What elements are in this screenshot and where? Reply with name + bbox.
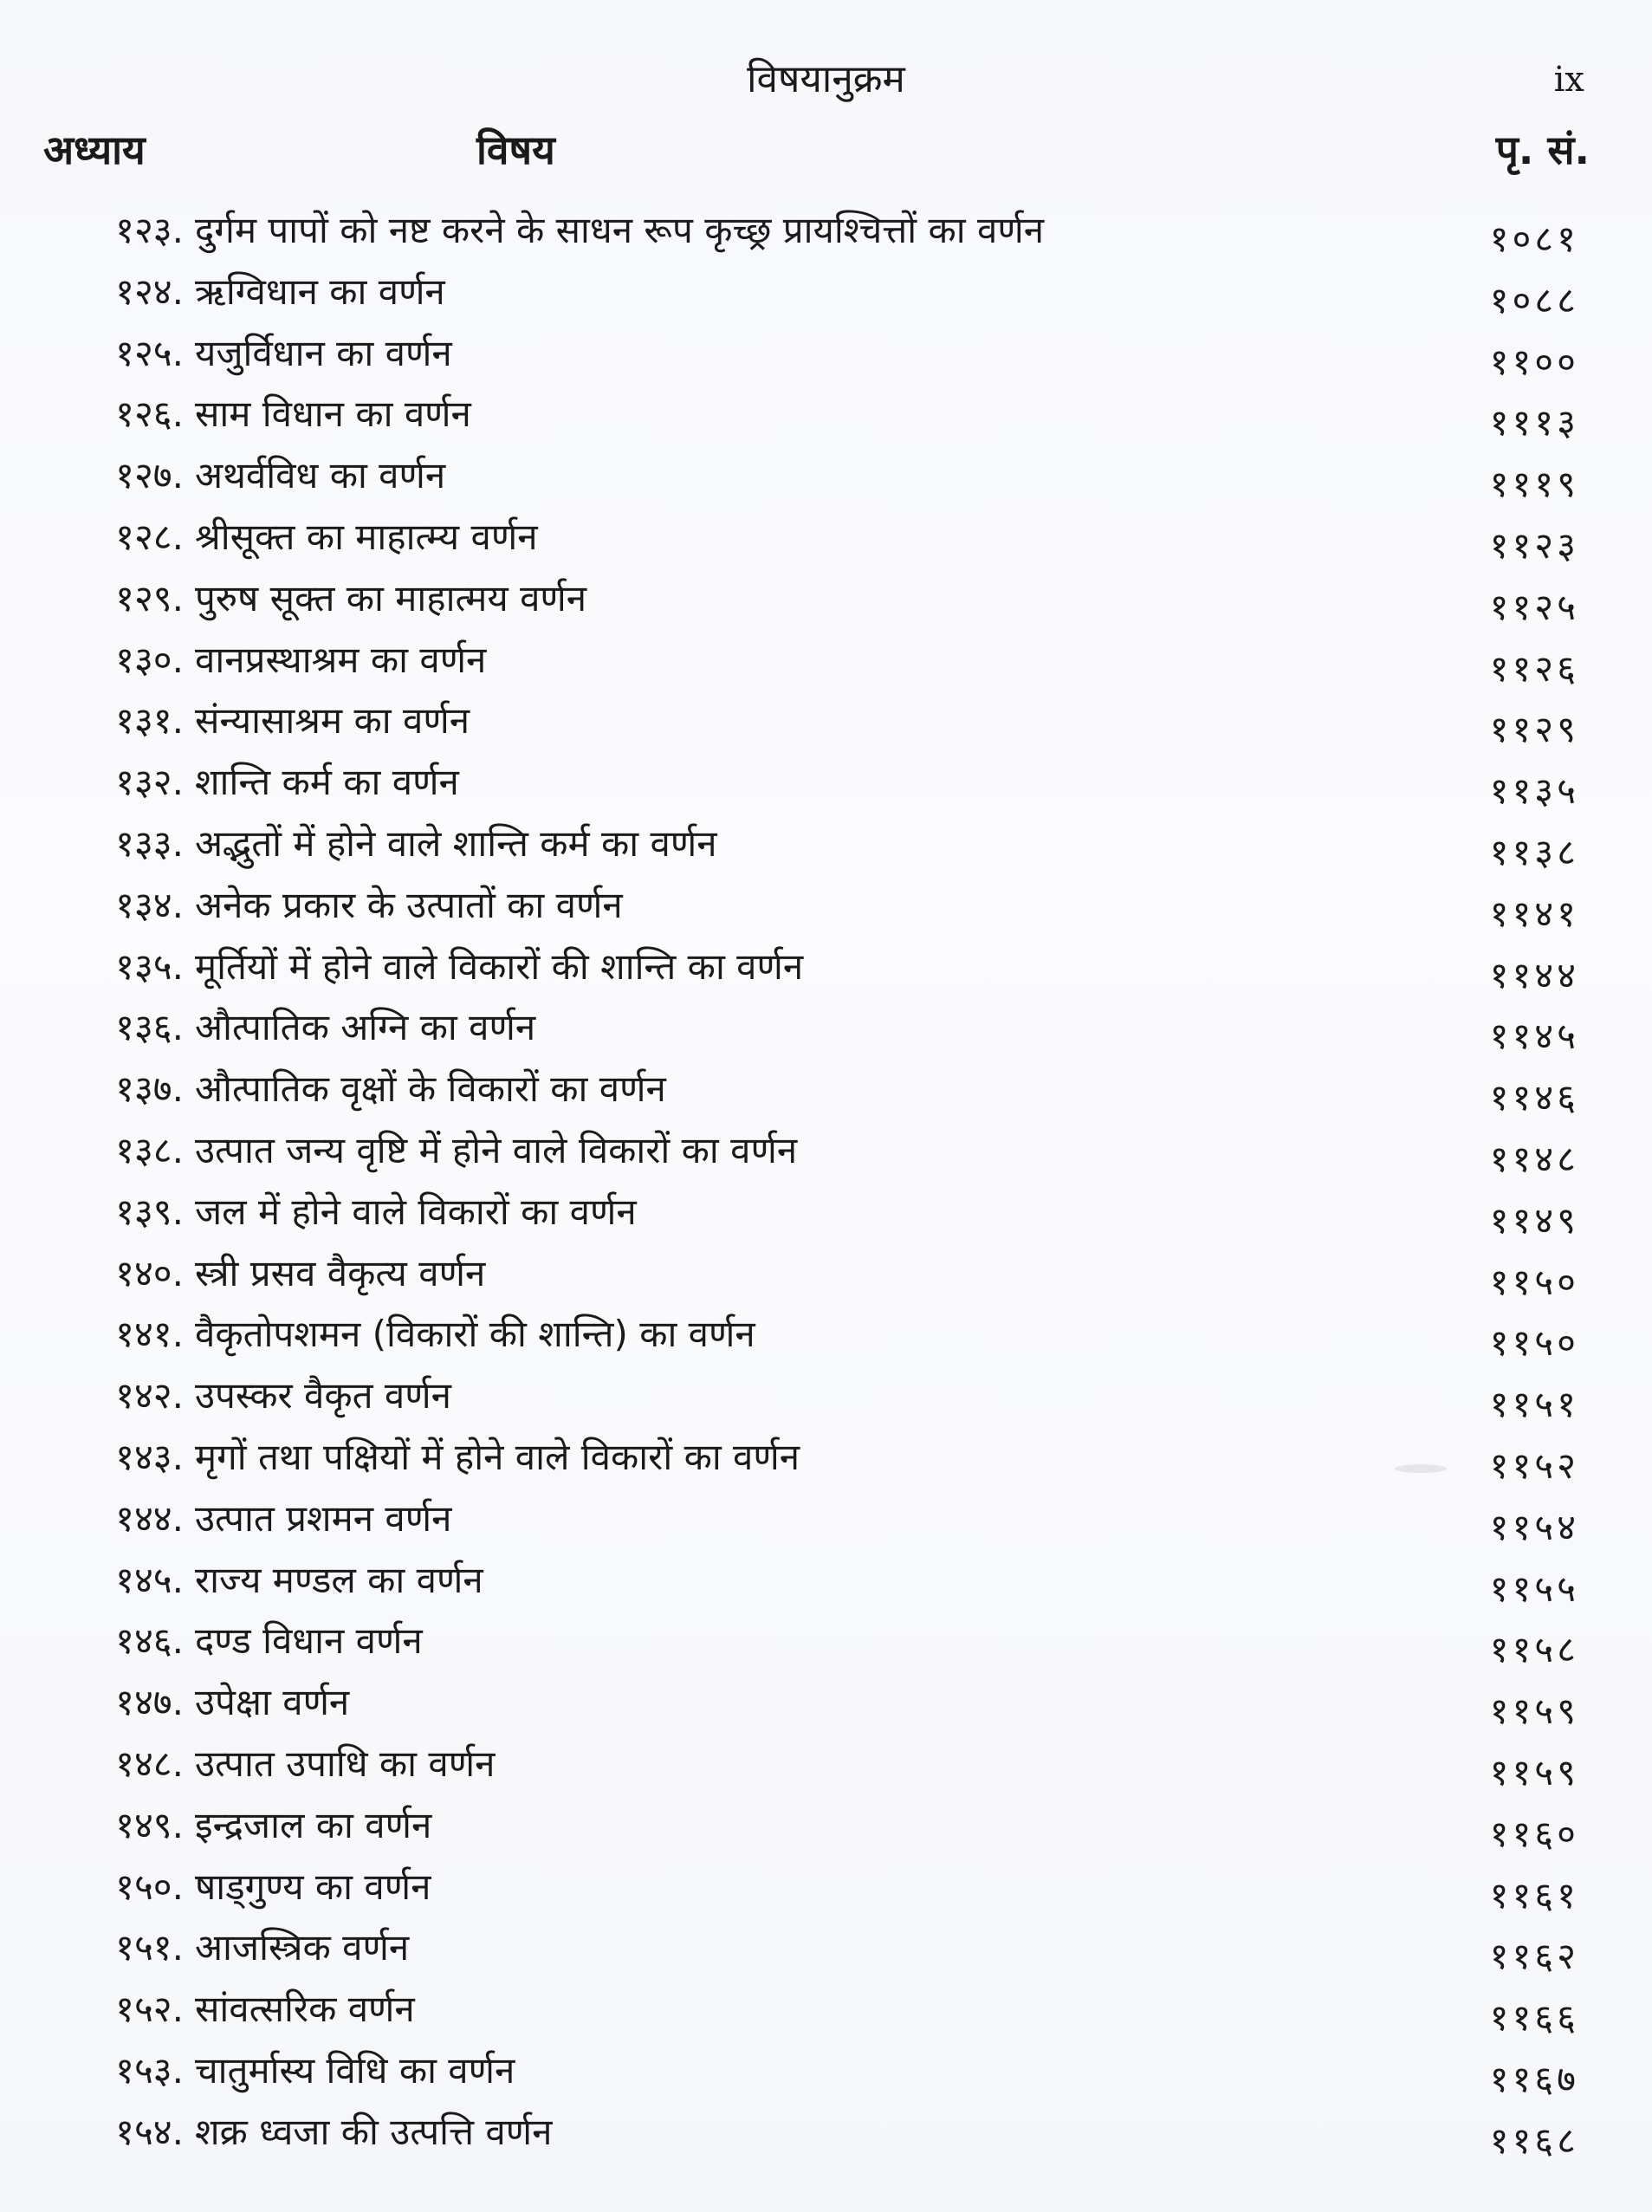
toc-entry bbox=[0, 263, 1652, 324]
chapter-title: अनेक प्रकार के उत्पातों का वर्णन bbox=[195, 883, 623, 926]
chapter-page-number: ११०० bbox=[1489, 340, 1579, 383]
chapter-number: १३७. bbox=[115, 1067, 184, 1111]
chapter-page-number: ११५५ bbox=[1489, 1567, 1579, 1610]
chapter-page-number: ११४८ bbox=[1489, 1137, 1579, 1180]
chapter-number: १३४. bbox=[115, 883, 184, 926]
chapter-number: १४०. bbox=[115, 1251, 184, 1294]
chapter-number: १३०. bbox=[115, 638, 184, 681]
chapter-title: इन्द्रजाल का वर्णन bbox=[195, 1803, 432, 1846]
chapter-number: १४६. bbox=[115, 1619, 184, 1663]
toc-entry bbox=[0, 814, 1652, 876]
toc-entry bbox=[0, 2103, 1652, 2164]
chapter-number: १४१. bbox=[115, 1313, 184, 1356]
chapter-page-number: ११५० bbox=[1489, 1260, 1579, 1303]
chapter-page-number: ११५२ bbox=[1489, 1443, 1579, 1487]
toc-entry bbox=[0, 1673, 1652, 1735]
chapter-title: साम विधान का वर्णन bbox=[195, 392, 471, 436]
toc-entry bbox=[0, 1612, 1652, 1673]
chapter-title: स्त्री प्रसव वैकृत्य वर्णन bbox=[195, 1251, 486, 1294]
toc-entry bbox=[0, 937, 1652, 999]
chapter-title: वानप्रस्थाश्रम का वर्णन bbox=[195, 638, 487, 681]
chapter-title: यजुर्विधान का वर्णन bbox=[195, 331, 452, 374]
toc-entry bbox=[0, 2041, 1652, 2103]
chapter-title: औत्पातिक अग्नि का वर्णन bbox=[195, 1006, 536, 1049]
toc-entry bbox=[0, 446, 1652, 508]
chapter-page-number: ११६६ bbox=[1489, 1996, 1579, 2040]
chapter-title: उत्पात उपाधि का वर्णन bbox=[195, 1742, 496, 1785]
chapter-number: १४२. bbox=[115, 1374, 184, 1417]
chapter-page-number: ११५९ bbox=[1489, 1690, 1579, 1733]
chapter-page-number: ११२९ bbox=[1489, 708, 1579, 751]
toc-entry bbox=[0, 201, 1652, 263]
chapter-page-number: ११५० bbox=[1489, 1321, 1579, 1365]
chapter-page-number: ११२५ bbox=[1489, 585, 1579, 628]
chapter-page-number: ११५१ bbox=[1489, 1383, 1579, 1426]
chapter-title: दुर्गम पापों को नष्ट करने के साधन रूप कृच्छ्र प्रायश्चित्तों का वर्णन bbox=[195, 209, 1045, 251]
toc-entry bbox=[0, 1796, 1652, 1858]
toc-entry bbox=[0, 631, 1652, 692]
chapter-page-number: ११४५ bbox=[1489, 1015, 1579, 1058]
toc-entry bbox=[0, 569, 1652, 631]
chapter-title: मूर्तियों में होने वाले विकारों की शान्ति का वर्णन bbox=[195, 944, 804, 988]
chapter-number: १३१. bbox=[115, 699, 184, 743]
toc-entry bbox=[0, 1121, 1652, 1183]
chapter-title: श्रीसूक्त का माहात्म्य वर्णन bbox=[195, 515, 538, 558]
print-smudge bbox=[1395, 1464, 1447, 1473]
chapter-title: आजस्त्रिक वर्णन bbox=[195, 1926, 410, 1969]
chapter-number: १२४. bbox=[115, 269, 184, 313]
chapter-number: १४४. bbox=[115, 1496, 184, 1540]
chapter-number: १४५. bbox=[115, 1558, 184, 1601]
subject-column-header: विषय bbox=[476, 126, 555, 173]
chapter-number: १२३. bbox=[115, 209, 184, 251]
page-column-header: पृ. सं. bbox=[1495, 126, 1590, 173]
chapter-number: १२९. bbox=[115, 576, 184, 619]
toc-entry bbox=[0, 1305, 1652, 1366]
toc-entry bbox=[0, 1735, 1652, 1796]
chapter-title: अथर्वविध का वर्णन bbox=[195, 454, 446, 497]
chapter-title: संन्यासाश्रम का वर्णन bbox=[195, 699, 470, 743]
chapter-number: १५१. bbox=[115, 1926, 184, 1969]
chapter-title: मृगों तथा पक्षियों में होने वाले विकारों का वर्णन bbox=[195, 1435, 800, 1478]
chapter-number: १२६. bbox=[115, 392, 184, 436]
toc-entry bbox=[0, 1183, 1652, 1244]
toc-entry bbox=[0, 753, 1652, 814]
chapter-page-number: ११६२ bbox=[1489, 1935, 1579, 1978]
chapter-number: १३५. bbox=[115, 944, 184, 988]
running-title: विषयानुक्रम bbox=[747, 57, 905, 101]
chapter-title: शान्ति कर्म का वर्णन bbox=[195, 761, 459, 804]
chapter-number: १३८. bbox=[115, 1128, 184, 1171]
chapter-title: अद्भुतों में होने वाले शान्ति कर्म का वर्णन bbox=[195, 821, 717, 865]
toc-entry bbox=[0, 324, 1652, 386]
chapter-number: १५४. bbox=[115, 2110, 184, 2153]
chapter-title: राज्य मण्डल का वर्णन bbox=[195, 1558, 483, 1601]
column-headers bbox=[0, 124, 1652, 185]
chapter-number: १४७. bbox=[115, 1681, 184, 1724]
chapter-page-number: १०८१ bbox=[1489, 217, 1579, 260]
chapter-number: १३२. bbox=[115, 761, 184, 804]
chapter-page-number: १११९ bbox=[1489, 463, 1579, 506]
chapter-page-number: ११३५ bbox=[1489, 769, 1579, 813]
toc-entry bbox=[0, 1551, 1652, 1612]
toc-entry bbox=[0, 1858, 1652, 1919]
toc-entry bbox=[0, 1060, 1652, 1121]
toc-entry bbox=[0, 1918, 1652, 1980]
chapter-number: १५०. bbox=[115, 1865, 184, 1908]
chapter-title: शक्र ध्वजा की उत्पत्ति वर्णन bbox=[195, 2110, 553, 2153]
chapter-page-number: ११४९ bbox=[1489, 1198, 1579, 1242]
toc-entry bbox=[0, 1489, 1652, 1551]
chapter-title: औत्पातिक वृक्षों के विकारों का वर्णन bbox=[195, 1067, 666, 1111]
toc-entry bbox=[0, 385, 1652, 446]
chapter-number: १५२. bbox=[115, 1988, 184, 2031]
chapter-number: १४९. bbox=[115, 1803, 184, 1846]
chapter-page-number: ११५८ bbox=[1489, 1628, 1579, 1671]
chapter-title: उत्पात प्रशमन वर्णन bbox=[195, 1496, 452, 1540]
chapter-page-number: ११६७ bbox=[1489, 2057, 1579, 2100]
chapter-page-number: ११५४ bbox=[1489, 1505, 1579, 1548]
chapter-number: १२५. bbox=[115, 331, 184, 374]
chapter-page-number: १०८८ bbox=[1489, 278, 1579, 321]
chapter-title: दण्ड विधान वर्णन bbox=[195, 1619, 423, 1663]
chapter-page-number: ११६० bbox=[1489, 1812, 1579, 1855]
toc-entry bbox=[0, 1366, 1652, 1428]
chapter-page-number: १११३ bbox=[1489, 401, 1579, 444]
chapter-column-header: अध्याय bbox=[43, 126, 146, 173]
chapter-title: उपेक्षा वर्णन bbox=[195, 1681, 350, 1724]
chapter-title: चातुर्मास्य विधि का वर्णन bbox=[195, 2048, 515, 2092]
chapter-number: १४३. bbox=[115, 1435, 184, 1478]
chapter-number: १२८. bbox=[115, 515, 184, 558]
table-of-contents bbox=[0, 201, 1652, 2164]
page-number: ix bbox=[1553, 60, 1584, 100]
chapter-page-number: ११४६ bbox=[1489, 1076, 1579, 1119]
toc-entry bbox=[0, 1428, 1652, 1489]
chapter-page-number: ११३८ bbox=[1489, 830, 1579, 873]
chapter-title: जल में होने वाले विकारों का वर्णन bbox=[195, 1190, 637, 1233]
toc-entry bbox=[0, 998, 1652, 1060]
chapter-page-number: ११४४ bbox=[1489, 953, 1579, 996]
chapter-number: १३३. bbox=[115, 821, 184, 865]
chapter-title: उपस्कर वैकृत वर्णन bbox=[195, 1374, 451, 1417]
chapter-page-number: ११४१ bbox=[1489, 892, 1579, 935]
chapter-number: १३९. bbox=[115, 1190, 184, 1233]
chapter-title: षाड्गुण्य का वर्णन bbox=[195, 1865, 431, 1908]
chapter-title: उत्पात जन्य वृष्टि में होने वाले विकारों का वर्णन bbox=[195, 1128, 798, 1171]
chapter-number: १२७. bbox=[115, 454, 184, 497]
chapter-page-number: ११६१ bbox=[1489, 1873, 1579, 1917]
toc-entry bbox=[0, 1980, 1652, 2041]
chapter-page-number: ११६८ bbox=[1489, 2118, 1579, 2162]
chapter-number: १४८. bbox=[115, 1742, 184, 1785]
chapter-number: १५३. bbox=[115, 2048, 184, 2092]
toc-entry bbox=[0, 1244, 1652, 1306]
chapter-title: वैकृतोपशमन (विकारों की शान्ति) का वर्णन bbox=[195, 1313, 755, 1356]
toc-entry bbox=[0, 508, 1652, 569]
chapter-page-number: ११२३ bbox=[1489, 523, 1579, 567]
chapter-page-number: ११२६ bbox=[1489, 646, 1579, 690]
chapter-number: १३६. bbox=[115, 1006, 184, 1049]
toc-entry bbox=[0, 876, 1652, 937]
chapter-title: सांवत्सरिक वर्णन bbox=[195, 1988, 415, 2031]
chapter-page-number: ११५९ bbox=[1489, 1750, 1579, 1794]
chapter-title: ऋग्विधान का वर्णन bbox=[195, 269, 445, 313]
toc-entry bbox=[0, 691, 1652, 753]
chapter-title: पुरुष सूक्त का माहात्मय वर्णन bbox=[195, 576, 587, 619]
